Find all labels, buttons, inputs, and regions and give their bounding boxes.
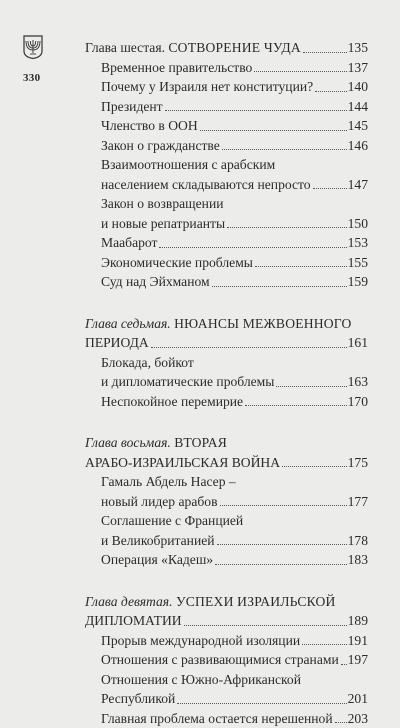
chapter-heading-line1 xyxy=(85,592,368,612)
page-ref: 161 xyxy=(348,333,368,353)
leader-dots xyxy=(215,564,347,565)
page-ref: 140 xyxy=(348,77,368,97)
toc-entry-line1 xyxy=(85,353,368,373)
toc-entry xyxy=(85,58,368,78)
page-ref: 155 xyxy=(348,253,368,273)
page-ref: 135 xyxy=(348,38,368,58)
menorah-emblem-icon xyxy=(22,35,44,59)
leader-dots xyxy=(177,703,346,704)
entry-title-cont: и новые репатрианты xyxy=(101,214,225,234)
chapter-title: ВТОРАЯ xyxy=(174,435,227,450)
leader-dots xyxy=(276,386,346,387)
entry-title: Соглашение с Францией xyxy=(101,511,243,531)
chapter-title: НЮАНСЫ МЕЖВОЕННОГО xyxy=(174,316,351,331)
entry-title: Неспокойное перемирие xyxy=(101,392,243,412)
leader-dots xyxy=(341,664,347,665)
entry-title: Взаимоотношения с арабским xyxy=(101,155,275,175)
toc-entry xyxy=(85,97,368,117)
page-ref: 153 xyxy=(348,233,368,253)
page-ref: 170 xyxy=(348,392,368,412)
toc-entry xyxy=(85,116,368,136)
toc-entry-line1 xyxy=(85,670,368,690)
leader-dots xyxy=(220,505,347,506)
leader-dots xyxy=(227,227,347,228)
chapter-prefix: Глава девятая. xyxy=(85,594,173,609)
entry-title: Прорыв международной изоляции xyxy=(101,631,300,651)
chapter-heading xyxy=(85,333,368,353)
leader-dots xyxy=(245,405,347,406)
page-ref: 178 xyxy=(348,531,368,551)
entry-title: Членство в ООН xyxy=(101,116,198,136)
toc-entry xyxy=(85,372,368,392)
chapter-heading-line1 xyxy=(85,314,368,334)
toc-entry xyxy=(85,709,368,728)
leader-dots xyxy=(159,247,346,248)
page-ref: 191 xyxy=(348,631,368,651)
entry-title: Временное правительство xyxy=(101,58,252,78)
chapter-title-cont: АРАБО-ИЗРАИЛЬСКАЯ ВОЙНА xyxy=(85,453,280,473)
entry-title: Президент xyxy=(101,97,163,117)
leader-dots xyxy=(212,286,347,287)
entry-title: Блокада, бойкот xyxy=(101,353,194,373)
page-ref: 175 xyxy=(348,453,368,473)
chapter-title: УСПЕХИ ИЗРАИЛЬСКОЙ xyxy=(176,594,336,609)
chapter-heading-line1 xyxy=(85,433,368,453)
entry-title-cont: Республикой xyxy=(101,689,175,709)
chapter-prefix: Глава шестая. xyxy=(85,40,165,55)
page-ref: 147 xyxy=(348,175,368,195)
entry-title: Закон о гражданстве xyxy=(101,136,220,156)
toc-entry xyxy=(85,272,368,292)
leader-dots xyxy=(222,149,347,150)
toc-entry xyxy=(85,689,368,709)
toc-entry xyxy=(85,650,368,670)
toc-entry xyxy=(85,392,368,412)
leader-dots xyxy=(282,466,347,467)
toc-entry xyxy=(85,136,368,156)
chapter-prefix: Глава седьмая. xyxy=(85,316,171,331)
toc-entry xyxy=(85,233,368,253)
leader-dots xyxy=(184,625,347,626)
leader-dots xyxy=(303,52,347,53)
chapter-prefix: Глава восьмая. xyxy=(85,435,171,450)
entry-title-cont: и дипломатические проблемы xyxy=(101,372,274,392)
toc-entry-line1 xyxy=(85,194,368,214)
entry-title: Отношения с Южно-Африканской xyxy=(101,670,301,690)
toc-entry xyxy=(85,550,368,570)
page-ref: 163 xyxy=(348,372,368,392)
toc-entry-line1 xyxy=(85,472,368,492)
page-ref: 197 xyxy=(348,650,368,670)
entry-title: Операция «Кадеш» xyxy=(101,550,213,570)
leader-dots xyxy=(165,110,347,111)
entry-title: Почему у Израиля нет конституции? xyxy=(101,77,313,97)
toc-entry xyxy=(85,492,368,512)
page-ref: 146 xyxy=(348,136,368,156)
toc-entry xyxy=(85,214,368,234)
page-ref: 183 xyxy=(348,550,368,570)
leader-dots xyxy=(254,71,346,72)
entry-title: Суд над Эйхманом xyxy=(101,272,210,292)
chapter-heading xyxy=(85,453,368,473)
toc-entry-line1 xyxy=(85,511,368,531)
toc-entry xyxy=(85,77,368,97)
leader-dots xyxy=(302,644,346,645)
table-of-contents xyxy=(85,38,368,728)
toc-entry xyxy=(85,531,368,551)
page-ref: 189 xyxy=(348,611,368,631)
page-number: 330 xyxy=(23,72,40,84)
entry-title: Отношения с развивающимися странами xyxy=(101,650,339,670)
toc-entry-line1 xyxy=(85,155,368,175)
entry-title-cont: и Великобританией xyxy=(101,531,215,551)
leader-dots xyxy=(151,347,347,348)
chapter-title: СОТВОРЕНИЕ ЧУДА xyxy=(168,40,300,55)
page-ref: 201 xyxy=(348,689,368,709)
entry-title-cont: новый лидер арабов xyxy=(101,492,218,512)
leader-dots xyxy=(335,722,347,723)
chapter-title-cont: ПЕРИОДА xyxy=(85,333,149,353)
page-ref: 137 xyxy=(348,58,368,78)
page-ref: 144 xyxy=(348,97,368,117)
toc-entry xyxy=(85,631,368,651)
page-ref: 203 xyxy=(348,709,368,728)
leader-dots xyxy=(255,266,347,267)
entry-title: Главная проблема остается нерешенной xyxy=(101,709,333,728)
toc-entry xyxy=(85,175,368,195)
chapter-title-cont: ДИПЛОМАТИИ xyxy=(85,611,182,631)
page-ref: 150 xyxy=(348,214,368,234)
chapter-heading xyxy=(85,38,368,58)
entry-title: Гамаль Абдель Насер – xyxy=(101,472,236,492)
toc-entry xyxy=(85,253,368,273)
entry-title: Маабарот xyxy=(101,233,157,253)
leader-dots xyxy=(315,91,346,92)
leader-dots xyxy=(313,188,347,189)
entry-title: Закон о возвращении xyxy=(101,194,224,214)
entry-title-cont: населением складываются непросто xyxy=(101,175,311,195)
page-ref: 145 xyxy=(348,116,368,136)
chapter-heading xyxy=(85,611,368,631)
page-ref: 159 xyxy=(348,272,368,292)
leader-dots xyxy=(217,544,347,545)
entry-title: Экономические проблемы xyxy=(101,253,253,273)
page-ref: 177 xyxy=(348,492,368,512)
leader-dots xyxy=(200,130,347,131)
